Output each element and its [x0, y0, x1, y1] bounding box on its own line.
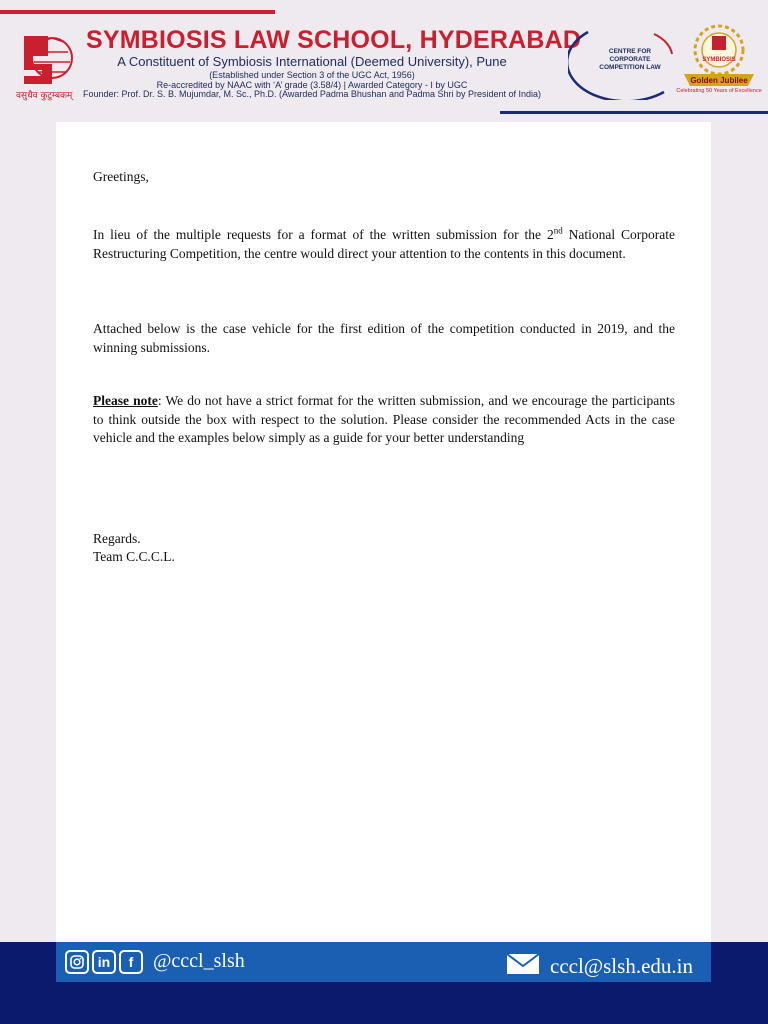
jubilee-brand-text: SYMBIOSIS [702, 57, 736, 63]
facebook-icon[interactable] [119, 950, 143, 974]
founder-line: Founder: Prof. Dr. S. B. Mujumdar, M. Sc., Ph.D. (Awarded Padma Bhushan and Padma Shri by President of India) [82, 89, 542, 99]
contact-email[interactable]: cccl@slsh.edu.in [550, 954, 693, 978]
facebook-glyph: f [128, 954, 134, 970]
paragraph-request-text-a: In lieu of the multiple requests for a format of the written submission for the 2 [93, 227, 554, 242]
jubilee-tagline: Celebrating 50 Years of Excellence [676, 88, 762, 94]
constituent-line: A Constituent of Symbiosis International (Deemed University), Pune [117, 54, 507, 69]
closing-regards: Regards. [93, 531, 141, 546]
paragraph-request-text-b: National Corporate Restructuring Competition, the centre would direct your attention to the contents in this document. [93, 227, 676, 261]
social-handle[interactable]: @cccl_slsh [153, 950, 245, 972]
paragraph-request [93, 226, 675, 263]
jubilee-ribbon-text: Golden Jubilee [690, 76, 748, 85]
instagram-icon[interactable] [65, 950, 89, 974]
school-name: SYMBIOSIS LAW SCHOOL, HYDERABAD [86, 26, 582, 54]
motto-hindi: वसुधैव कुटुम्बकम् [16, 91, 73, 101]
cccl-badge-text: CENTRE FOR CORPORATE COMPETITION LAW [599, 48, 661, 71]
header-blue-rule [500, 111, 768, 114]
signature-team: Team C.C.C.L. [93, 549, 175, 564]
linkedin-icon[interactable] [92, 950, 116, 974]
social-icons [65, 949, 143, 975]
mail-icon [506, 953, 540, 975]
note-label: Please note [93, 393, 158, 408]
linkedin-glyph: in [97, 954, 111, 970]
note-text: : We do not have a strict format for the written submission, and we encourage the participants to think outside the box with respect to the solution. Please consider the recommended Acts in the case vehicle and the examples below simply as a guide for your better understanding [93, 393, 675, 445]
accreditation-line: Re-accredited by NAAC with ‘A’ grade (3.58/4) | Awarded Category - I by UGC [156, 80, 468, 90]
paragraph-note [93, 392, 675, 448]
greeting: Greetings, [93, 169, 149, 184]
paragraph-attachment: Attached below is the case vehicle for the first edition of the competition conducted in 2019, and the winning submissions. [93, 321, 675, 355]
established-line: (Established under Section 3 of the UGC Act, 1956) [209, 70, 415, 80]
ordinal-superscript: nd [553, 225, 563, 236]
header-accent-line [0, 10, 275, 14]
